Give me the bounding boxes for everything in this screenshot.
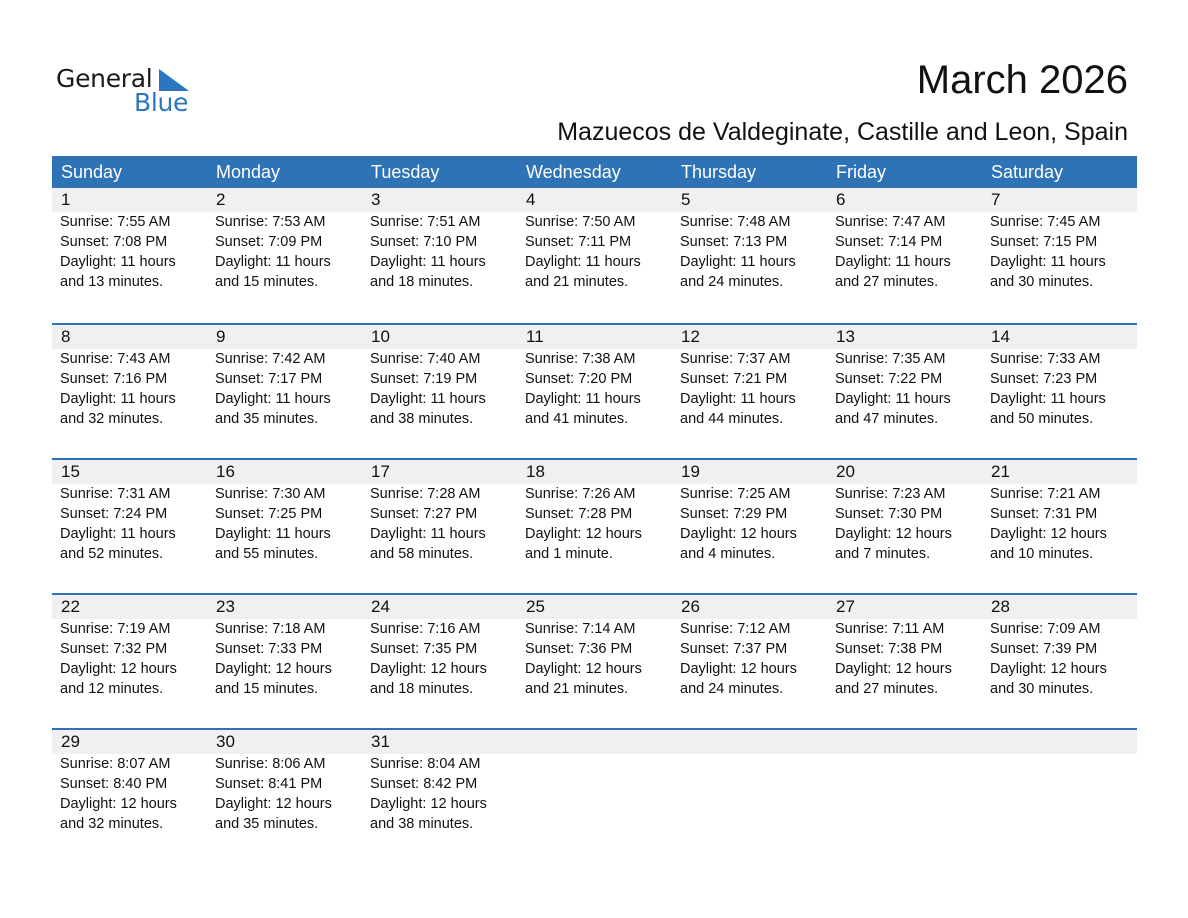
sunset-text: Sunset: 7:08 PM bbox=[60, 234, 168, 250]
day-cell bbox=[52, 188, 207, 323]
logo-word-blue: Blue bbox=[134, 88, 189, 117]
sunset-text: Sunset: 7:25 PM bbox=[215, 506, 323, 522]
day-cell bbox=[517, 325, 672, 458]
day-number bbox=[680, 730, 827, 754]
day-number: 1 bbox=[61, 190, 71, 209]
week-row bbox=[52, 593, 1137, 728]
sunrise-text: Sunrise: 7:09 AM bbox=[990, 621, 1101, 637]
daylight-text: Daylight: 12 hours bbox=[370, 796, 487, 812]
sunrise-text: Sunrise: 7:42 AM bbox=[215, 351, 326, 367]
sunset-text: Sunset: 7:15 PM bbox=[990, 234, 1098, 250]
daylight-minutes-text: and 13 minutes. bbox=[60, 274, 164, 290]
sunset-text: Sunset: 7:17 PM bbox=[215, 371, 323, 387]
daylight-text: Daylight: 11 hours bbox=[215, 526, 331, 542]
day-cell bbox=[52, 595, 207, 728]
day-number: 6 bbox=[836, 190, 846, 209]
sunrise-text: Sunrise: 7:55 AM bbox=[60, 214, 171, 230]
daylight-text: Daylight: 12 hours bbox=[215, 661, 332, 677]
sunrise-text: Sunrise: 7:14 AM bbox=[525, 621, 636, 637]
daylight-text: Daylight: 11 hours bbox=[60, 526, 176, 542]
daylight-minutes-text: and 21 minutes. bbox=[525, 274, 629, 290]
daylight-minutes-text: and 44 minutes. bbox=[680, 411, 784, 427]
sunset-text: Sunset: 7:19 PM bbox=[370, 371, 478, 387]
sunset-text: Sunset: 8:42 PM bbox=[370, 776, 478, 792]
day-number: 16 bbox=[216, 462, 235, 481]
day-number: 26 bbox=[681, 597, 700, 616]
sunset-text: Sunset: 7:14 PM bbox=[835, 234, 943, 250]
day-cell bbox=[52, 460, 207, 593]
daylight-text: Daylight: 12 hours bbox=[525, 526, 642, 542]
daylight-minutes-text: and 41 minutes. bbox=[525, 411, 629, 427]
sunrise-text: Sunrise: 7:43 AM bbox=[60, 351, 171, 367]
daylight-minutes-text: and 32 minutes. bbox=[60, 411, 164, 427]
sunrise-text: Sunrise: 8:04 AM bbox=[370, 756, 481, 772]
sunrise-text: Sunrise: 7:40 AM bbox=[370, 351, 481, 367]
sunrise-text: Sunrise: 7:31 AM bbox=[60, 486, 171, 502]
week-row bbox=[52, 458, 1137, 593]
day-number: 20 bbox=[836, 462, 855, 481]
sunrise-text: Sunrise: 7:19 AM bbox=[60, 621, 171, 637]
day-number: 29 bbox=[61, 732, 80, 751]
day-cell bbox=[362, 730, 517, 863]
sunrise-text: Sunrise: 7:21 AM bbox=[990, 486, 1101, 502]
daylight-text: Daylight: 12 hours bbox=[370, 661, 487, 677]
sunset-text: Sunset: 7:10 PM bbox=[370, 234, 478, 250]
week-row bbox=[52, 188, 1137, 323]
day-cell bbox=[827, 325, 982, 458]
daylight-text: Daylight: 11 hours bbox=[835, 391, 951, 407]
logo bbox=[56, 64, 206, 120]
sunset-text: Sunset: 7:21 PM bbox=[680, 371, 788, 387]
day-number: 10 bbox=[371, 327, 390, 346]
day-number: 23 bbox=[216, 597, 235, 616]
day-cell bbox=[362, 188, 517, 323]
day-number: 21 bbox=[991, 462, 1010, 481]
day-number: 5 bbox=[681, 190, 691, 209]
daylight-text: Daylight: 11 hours bbox=[370, 526, 486, 542]
day-cell bbox=[672, 325, 827, 458]
daylight-text: Daylight: 11 hours bbox=[835, 254, 951, 270]
sunset-text: Sunset: 7:37 PM bbox=[680, 641, 788, 657]
daylight-minutes-text: and 21 minutes. bbox=[525, 681, 629, 697]
sunrise-text: Sunrise: 7:45 AM bbox=[990, 214, 1101, 230]
daylight-text: Daylight: 12 hours bbox=[60, 796, 177, 812]
daylight-minutes-text: and 30 minutes. bbox=[990, 681, 1094, 697]
day-cell bbox=[207, 325, 362, 458]
sunset-text: Sunset: 7:36 PM bbox=[525, 641, 633, 657]
day-cell bbox=[517, 730, 672, 863]
day-cell bbox=[982, 730, 1137, 863]
daylight-text: Daylight: 12 hours bbox=[990, 661, 1107, 677]
daylight-minutes-text: and 27 minutes. bbox=[835, 681, 939, 697]
daylight-text: Daylight: 11 hours bbox=[525, 391, 641, 407]
week-row bbox=[52, 728, 1137, 863]
day-cell bbox=[362, 460, 517, 593]
daylight-text: Daylight: 11 hours bbox=[525, 254, 641, 270]
sunrise-text: Sunrise: 7:23 AM bbox=[835, 486, 946, 502]
sunset-text: Sunset: 7:11 PM bbox=[525, 234, 632, 250]
day-cell bbox=[672, 595, 827, 728]
calendar-grid bbox=[52, 156, 1137, 863]
daylight-minutes-text: and 35 minutes. bbox=[215, 411, 319, 427]
daylight-minutes-text: and 38 minutes. bbox=[370, 411, 474, 427]
day-cell bbox=[672, 460, 827, 593]
sunset-text: Sunset: 7:33 PM bbox=[215, 641, 323, 657]
daylight-minutes-text: and 12 minutes. bbox=[60, 681, 164, 697]
sunrise-text: Sunrise: 7:35 AM bbox=[835, 351, 946, 367]
daylight-minutes-text: and 35 minutes. bbox=[215, 816, 319, 832]
sunrise-text: Sunrise: 7:48 AM bbox=[680, 214, 791, 230]
day-cell bbox=[207, 730, 362, 863]
day-cell bbox=[362, 325, 517, 458]
daylight-text: Daylight: 11 hours bbox=[680, 254, 796, 270]
sunrise-text: Sunrise: 8:06 AM bbox=[215, 756, 326, 772]
day-number bbox=[835, 730, 982, 754]
daylight-text: Daylight: 11 hours bbox=[990, 254, 1106, 270]
day-number: 15 bbox=[61, 462, 80, 481]
daylight-minutes-text: and 52 minutes. bbox=[60, 546, 164, 562]
daylight-text: Daylight: 12 hours bbox=[215, 796, 332, 812]
day-cell bbox=[52, 730, 207, 863]
daylight-minutes-text: and 24 minutes. bbox=[680, 274, 784, 290]
sunrise-text: Sunrise: 7:51 AM bbox=[370, 214, 481, 230]
day-number: 24 bbox=[371, 597, 390, 616]
daylight-minutes-text: and 24 minutes. bbox=[680, 681, 784, 697]
sunset-text: Sunset: 7:23 PM bbox=[990, 371, 1098, 387]
day-cell bbox=[982, 188, 1137, 323]
sunrise-text: Sunrise: 7:38 AM bbox=[525, 351, 636, 367]
weekday-saturday: Saturday bbox=[991, 162, 1064, 182]
daylight-text: Daylight: 12 hours bbox=[990, 526, 1107, 542]
daylight-minutes-text: and 18 minutes. bbox=[370, 681, 474, 697]
sunrise-text: Sunrise: 7:47 AM bbox=[835, 214, 946, 230]
day-number: 4 bbox=[526, 190, 536, 209]
sunset-text: Sunset: 7:09 PM bbox=[215, 234, 323, 250]
sunrise-text: Sunrise: 7:37 AM bbox=[680, 351, 791, 367]
sunset-text: Sunset: 7:16 PM bbox=[60, 371, 168, 387]
sunrise-text: Sunrise: 7:11 AM bbox=[835, 621, 945, 637]
day-number: 31 bbox=[371, 732, 390, 751]
daylight-text: Daylight: 11 hours bbox=[60, 391, 176, 407]
weekday-monday: Monday bbox=[216, 162, 281, 182]
day-number: 30 bbox=[216, 732, 235, 751]
sunset-text: Sunset: 7:27 PM bbox=[370, 506, 478, 522]
weekday-tuesday: Tuesday bbox=[371, 162, 440, 182]
day-number: 19 bbox=[681, 462, 700, 481]
day-number: 14 bbox=[991, 327, 1010, 346]
sunset-text: Sunset: 7:32 PM bbox=[60, 641, 168, 657]
sunset-text: Sunset: 7:13 PM bbox=[680, 234, 788, 250]
daylight-minutes-text: and 10 minutes. bbox=[990, 546, 1094, 562]
daylight-minutes-text: and 4 minutes. bbox=[680, 546, 776, 562]
day-number bbox=[990, 730, 1137, 754]
day-cell bbox=[52, 325, 207, 458]
daylight-minutes-text: and 55 minutes. bbox=[215, 546, 319, 562]
day-number: 22 bbox=[61, 597, 80, 616]
day-cell bbox=[827, 460, 982, 593]
daylight-text: Daylight: 11 hours bbox=[370, 254, 486, 270]
day-number: 9 bbox=[216, 327, 226, 346]
sunset-text: Sunset: 7:29 PM bbox=[680, 506, 788, 522]
sunset-text: Sunset: 7:39 PM bbox=[990, 641, 1098, 657]
daylight-minutes-text: and 7 minutes. bbox=[835, 546, 931, 562]
sunrise-text: Sunrise: 7:26 AM bbox=[525, 486, 636, 502]
day-cell bbox=[517, 460, 672, 593]
day-number: 7 bbox=[991, 190, 1001, 209]
day-number: 11 bbox=[526, 327, 544, 346]
daylight-text: Daylight: 12 hours bbox=[680, 661, 797, 677]
day-number: 13 bbox=[836, 327, 855, 346]
day-cell bbox=[982, 460, 1137, 593]
day-cell bbox=[827, 730, 982, 863]
daylight-text: Daylight: 11 hours bbox=[215, 254, 331, 270]
daylight-text: Daylight: 12 hours bbox=[525, 661, 642, 677]
day-number bbox=[525, 730, 672, 754]
weekday-header-row bbox=[52, 156, 1137, 188]
day-number: 27 bbox=[836, 597, 855, 616]
day-cell bbox=[827, 188, 982, 323]
daylight-text: Daylight: 12 hours bbox=[835, 526, 952, 542]
day-cell bbox=[207, 188, 362, 323]
daylight-text: Daylight: 12 hours bbox=[680, 526, 797, 542]
sunrise-text: Sunrise: 7:25 AM bbox=[680, 486, 791, 502]
sunset-text: Sunset: 7:22 PM bbox=[835, 371, 943, 387]
daylight-minutes-text: and 27 minutes. bbox=[835, 274, 939, 290]
daylight-minutes-text: and 32 minutes. bbox=[60, 816, 164, 832]
sunrise-text: Sunrise: 7:30 AM bbox=[215, 486, 326, 502]
day-number: 8 bbox=[61, 327, 71, 346]
sunset-text: Sunset: 8:40 PM bbox=[60, 776, 168, 792]
day-cell bbox=[517, 188, 672, 323]
daylight-text: Daylight: 11 hours bbox=[370, 391, 486, 407]
daylight-minutes-text: and 15 minutes. bbox=[215, 681, 319, 697]
daylight-minutes-text: and 15 minutes. bbox=[215, 274, 319, 290]
day-cell bbox=[827, 595, 982, 728]
daylight-text: Daylight: 12 hours bbox=[60, 661, 177, 677]
sunset-text: Sunset: 7:35 PM bbox=[370, 641, 478, 657]
day-number: 25 bbox=[526, 597, 545, 616]
location-subtitle: Mazuecos de Valdeginate, Castille and Leon, Spain bbox=[557, 118, 1128, 146]
daylight-minutes-text: and 30 minutes. bbox=[990, 274, 1094, 290]
daylight-minutes-text: and 1 minute. bbox=[525, 546, 613, 562]
day-cell bbox=[982, 325, 1137, 458]
daylight-minutes-text: and 18 minutes. bbox=[370, 274, 474, 290]
day-cell bbox=[207, 460, 362, 593]
day-cell bbox=[982, 595, 1137, 728]
logo-word-general: General bbox=[56, 64, 153, 93]
sunrise-text: Sunrise: 7:16 AM bbox=[370, 621, 481, 637]
sunrise-text: Sunrise: 7:50 AM bbox=[525, 214, 636, 230]
daylight-minutes-text: and 58 minutes. bbox=[370, 546, 474, 562]
sunrise-text: Sunrise: 8:07 AM bbox=[60, 756, 171, 772]
day-number: 17 bbox=[371, 462, 390, 481]
sunrise-text: Sunrise: 7:28 AM bbox=[370, 486, 481, 502]
sunrise-text: Sunrise: 7:33 AM bbox=[990, 351, 1101, 367]
daylight-text: Daylight: 11 hours bbox=[680, 391, 796, 407]
day-number: 3 bbox=[371, 190, 381, 209]
daylight-text: Daylight: 12 hours bbox=[835, 661, 952, 677]
daylight-minutes-text: and 38 minutes. bbox=[370, 816, 474, 832]
daylight-text: Daylight: 11 hours bbox=[990, 391, 1106, 407]
day-cell bbox=[207, 595, 362, 728]
daylight-text: Daylight: 11 hours bbox=[60, 254, 176, 270]
weekday-wednesday: Wednesday bbox=[526, 162, 621, 182]
weeks-container bbox=[52, 188, 1137, 863]
day-number: 12 bbox=[681, 327, 700, 346]
day-number: 2 bbox=[216, 190, 226, 209]
day-cell bbox=[672, 730, 827, 863]
daylight-minutes-text: and 50 minutes. bbox=[990, 411, 1094, 427]
day-cell bbox=[517, 595, 672, 728]
day-number: 18 bbox=[526, 462, 545, 481]
weekday-friday: Friday bbox=[836, 162, 887, 182]
day-number: 28 bbox=[991, 597, 1010, 616]
weekday-sunday: Sunday bbox=[61, 162, 123, 182]
sunset-text: Sunset: 7:24 PM bbox=[60, 506, 168, 522]
sunset-text: Sunset: 7:38 PM bbox=[835, 641, 943, 657]
daylight-text: Daylight: 11 hours bbox=[215, 391, 331, 407]
sunset-text: Sunset: 7:28 PM bbox=[525, 506, 633, 522]
sunset-text: Sunset: 7:20 PM bbox=[525, 371, 633, 387]
sunrise-text: Sunrise: 7:18 AM bbox=[215, 621, 326, 637]
sunset-text: Sunset: 7:30 PM bbox=[835, 506, 943, 522]
sunset-text: Sunset: 8:41 PM bbox=[215, 776, 323, 792]
day-cell bbox=[362, 595, 517, 728]
daylight-minutes-text: and 47 minutes. bbox=[835, 411, 939, 427]
sunrise-text: Sunrise: 7:12 AM bbox=[680, 621, 791, 637]
day-cell bbox=[672, 188, 827, 323]
page-title: March 2026 bbox=[916, 58, 1128, 102]
week-row bbox=[52, 323, 1137, 458]
weekday-thursday: Thursday bbox=[681, 162, 757, 182]
sunset-text: Sunset: 7:31 PM bbox=[990, 506, 1098, 522]
sunrise-text: Sunrise: 7:53 AM bbox=[215, 214, 326, 230]
